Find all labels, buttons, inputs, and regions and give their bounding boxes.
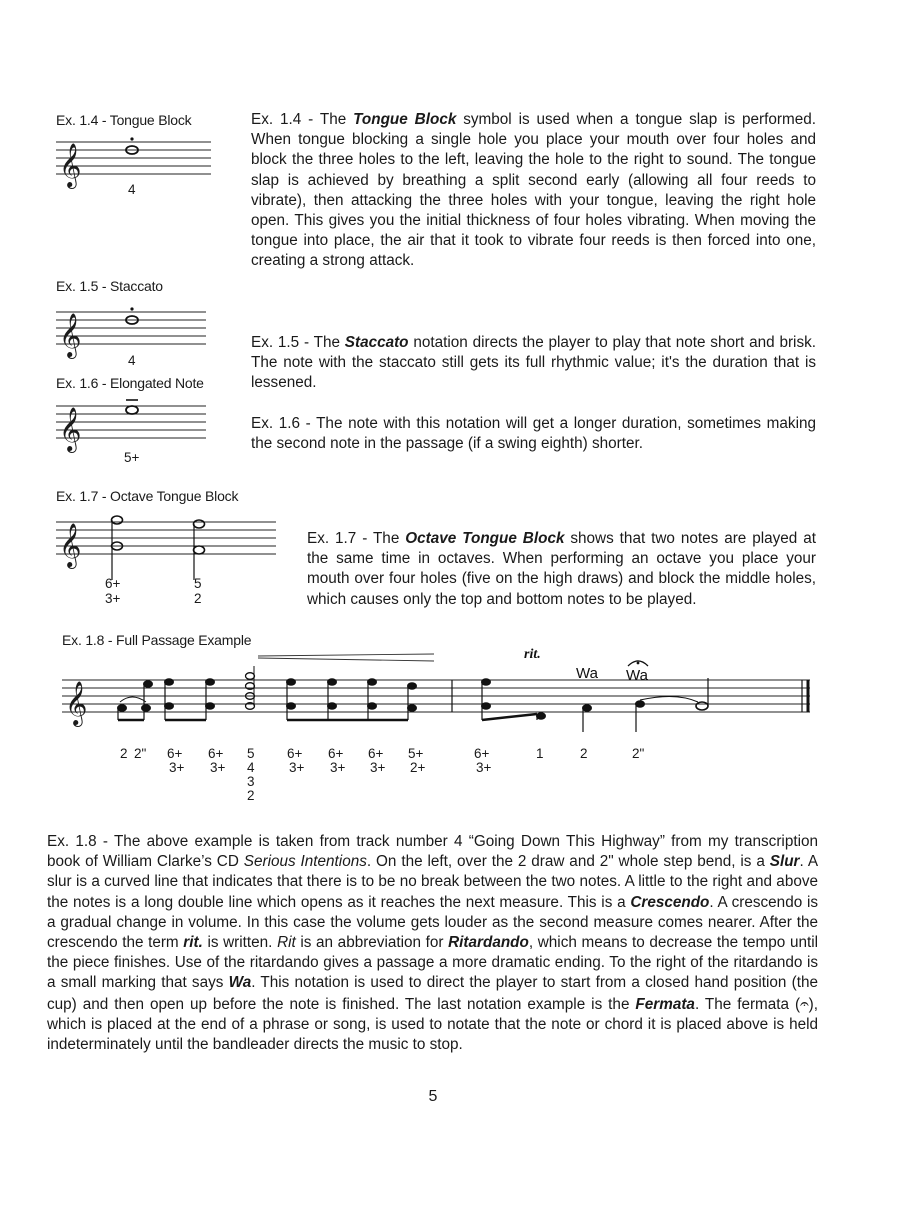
paragraph-ex15: Ex. 1.5 - The Staccato notation directs the player to play that note short and brisk. The note with the staccato still gets its full rhythmic value; it's the duration that is lessened. (251, 334, 816, 392)
octave-chord (112, 516, 123, 580)
svg-text:3: 3 (247, 774, 255, 789)
term-crescendo: Crescendo (630, 893, 710, 911)
svg-text:6+: 6+ (368, 746, 384, 761)
paragraph-ex18: Ex. 1.8 - The above example is taken from track number 4 “Going Down This Highway” from my transcription book of William Clarke’s CD Serious Intentions. On the left, over the 2 draw and 2" whole step bend, is a Slur. A slur is a curved line that indicates that there is to be no break between the two notes. A little to the right and above the notes is a long double line which opens as it reaches the next measure. This is a Crescendo. A crescendo is a gradual change in volume. In this case the volume gets louder as the second measure comes nearer. After the crescendo the term rit. is written. Rit is an abbreviation for Ritardando, which means to decrease the tempo until the piece finishes. Use of the ritardando gives a passage a more dramatic ending. To the right of the ritardando is a small marking that says Wa. This notation is used to direct the player to start from a closed hand position (the cup) and then open up before the note is finished. The last notation example is the Fermata. The fermata (𝄐), which is placed at the end of a phrase or song, is used to notate that the note or chord it is placed above is held indeterminately until the bandleader directs the music to stop. (47, 833, 819, 1054)
hole-number: 2 (194, 591, 202, 606)
hole-numbers (120, 746, 645, 803)
term-tongue-block: Tongue Block (353, 111, 457, 128)
paragraph-ex16: Ex. 1.6 - The note with this notation will get a longer duration, sometimes making the second note in the passage (if a swing eighth) shorter. (251, 415, 816, 453)
hole-number: 5+ (124, 450, 140, 465)
crescendo-hairpin (258, 654, 434, 661)
album-title: Serious Intentions (243, 853, 367, 871)
term-rit-abbrev: Rit (277, 934, 296, 952)
term-slur: Slur (769, 853, 800, 871)
ex16-label: Ex. 1.6 - Elongated Note (56, 375, 204, 391)
treble-clef-icon: 𝄞 (59, 407, 82, 451)
svg-text:2": 2" (134, 746, 147, 761)
hole-number: 5 (194, 576, 202, 591)
ex17-label: Ex. 1.7 - Octave Tongue Block (56, 488, 239, 504)
svg-text:6+: 6+ (208, 746, 224, 761)
octave-chord (194, 520, 205, 580)
term-fermata: Fermata (635, 995, 695, 1013)
svg-text:6+: 6+ (474, 746, 490, 761)
paragraph-ex17: Ex. 1.7 - The Octave Tongue Block shows that two notes are played at the same time in octaves. When performing an octave you place your mouth over four holes (five on the high draws) and block the middle holes, which causes only the top and bottom notes to be played. (307, 530, 817, 608)
term-rit: rit. (183, 934, 203, 952)
tongue-block-mark-icon (130, 137, 133, 140)
ex15-label: Ex. 1.5 - Staccato (56, 278, 163, 294)
svg-text:3+: 3+ (370, 760, 386, 775)
ex16-staff (56, 398, 216, 468)
svg-text:2": 2" (632, 746, 645, 761)
treble-clef-icon: 𝄞 (59, 523, 82, 567)
whole-note (126, 406, 138, 414)
hole-number: 6+ (105, 576, 121, 591)
svg-text:1: 1 (536, 746, 544, 761)
hole-number: 4 (128, 182, 136, 197)
paragraph-ex14: Ex. 1.4 - The Tongue Block symbol is used when a tongue slap is performed. When tongue blocking a single hole you place your mouth over four holes and block the three holes to the left, leaving the hole to the right to sound. The tongue slap is achieved by breathing a split second early (allowing all four reeds to vibrate), then attacking the three holes with your tongue, leaving the right hole open. This gives you the initial thickness of four holes vibrating. When moving the tongue into place, the air that it took to vibrate four reeds is then forced into one, creating a strong attack. (251, 111, 816, 270)
svg-text:3+: 3+ (330, 760, 346, 775)
svg-text:6+: 6+ (167, 746, 183, 761)
svg-text:3+: 3+ (169, 760, 185, 775)
ex18-label: Ex. 1.8 - Full Passage Example (62, 632, 252, 648)
svg-text:3+: 3+ (476, 760, 492, 775)
svg-text:2+: 2+ (410, 760, 426, 775)
rit-marking: rit. (524, 647, 541, 662)
svg-text:2: 2 (120, 746, 128, 761)
treble-clef-icon: 𝄞 (59, 313, 82, 357)
svg-text:2: 2 (580, 746, 588, 761)
svg-text:5: 5 (247, 746, 255, 761)
svg-text:3+: 3+ (289, 760, 305, 775)
note-group (482, 678, 709, 732)
staccato-dot-icon (130, 307, 133, 310)
fermata-dot (637, 662, 640, 665)
page-number: 5 (428, 1088, 438, 1105)
svg-text:6+: 6+ (328, 746, 344, 761)
fermata-icon: 𝄐 (800, 994, 809, 1013)
svg-text:3+: 3+ (210, 760, 226, 775)
ex15-staff (56, 306, 216, 370)
term-staccato: Staccato (344, 334, 409, 351)
svg-text:5+: 5+ (408, 746, 424, 761)
ex14-staff (56, 136, 216, 200)
ex17-staff (56, 514, 286, 610)
wa-marking: Wa (576, 665, 598, 682)
term-wa: Wa (228, 974, 252, 992)
svg-text:6+: 6+ (287, 746, 303, 761)
svg-text:4: 4 (247, 760, 255, 775)
term-ritardando: Ritardando (448, 934, 529, 952)
treble-clef-icon: 𝄞 (65, 681, 88, 725)
svg-text:2: 2 (247, 788, 255, 803)
ex18-staff (62, 644, 822, 808)
wa-marking: Wa (626, 667, 648, 684)
term-octave-tongue-block: Octave Tongue Block (405, 530, 565, 547)
treble-clef-icon: 𝄞 (59, 143, 82, 187)
hole-number: 3+ (105, 591, 121, 606)
ex14-label: Ex. 1.4 - Tongue Block (56, 112, 192, 128)
hole-number: 4 (128, 353, 136, 368)
